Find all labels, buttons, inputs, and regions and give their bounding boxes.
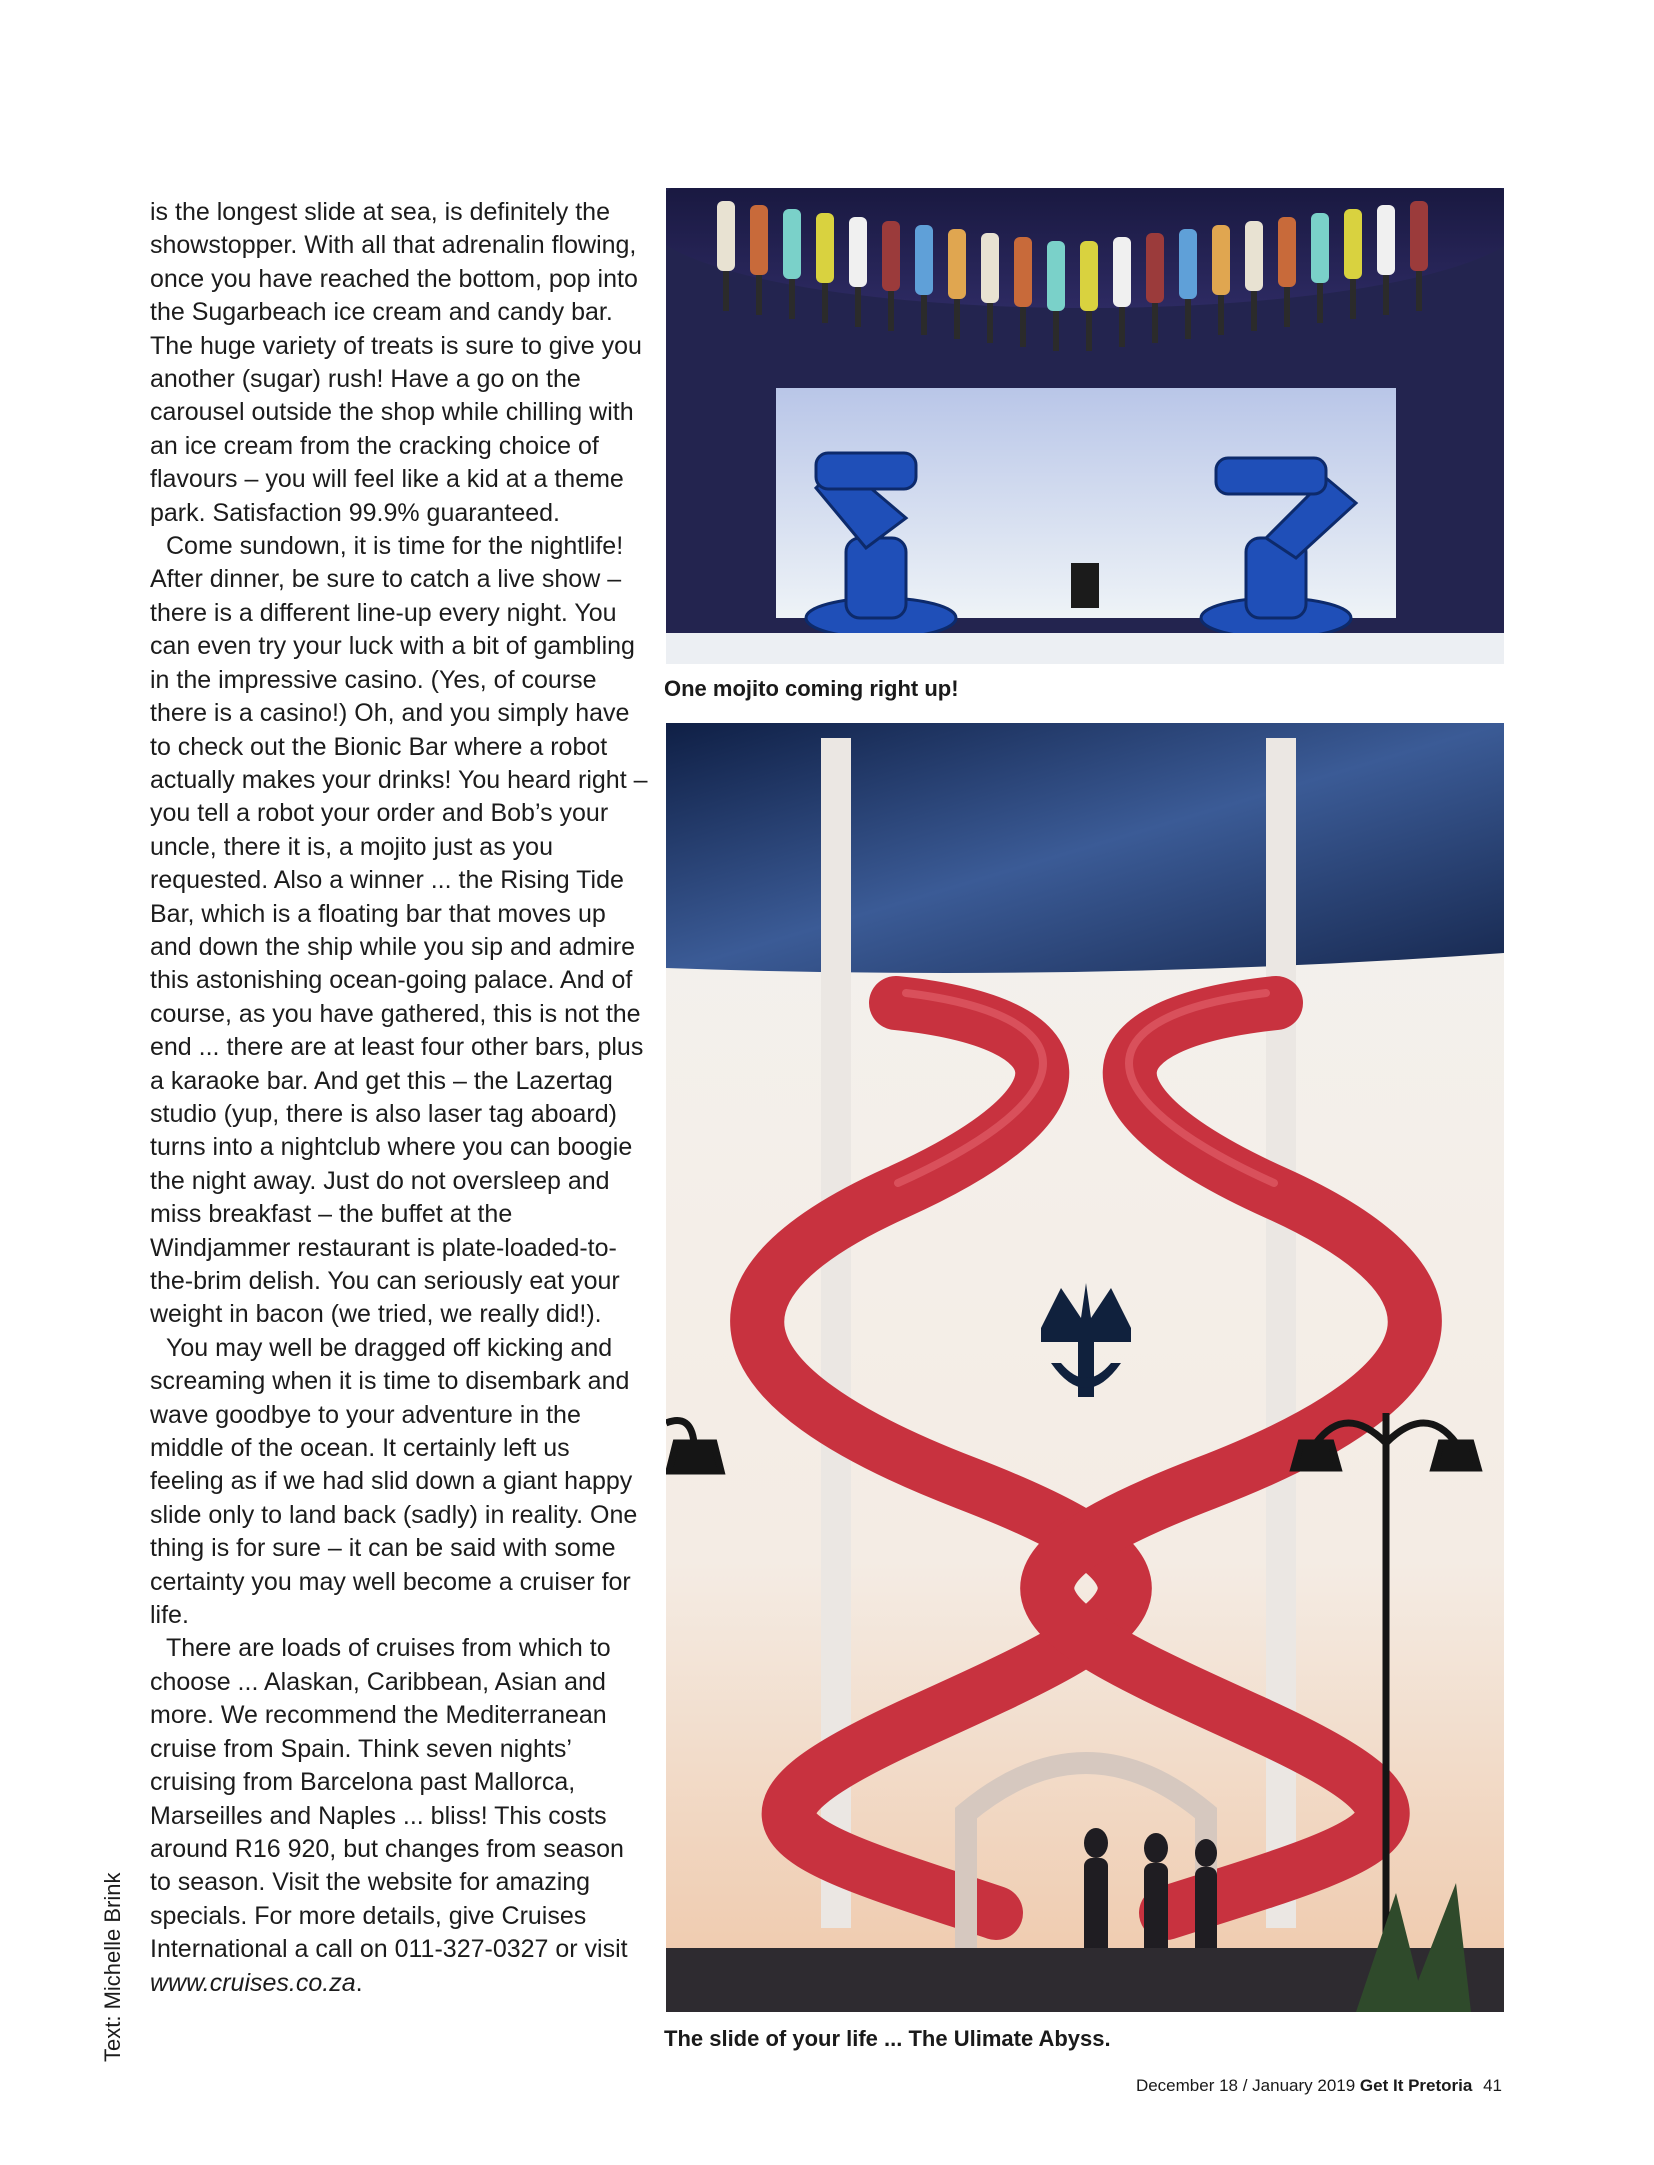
slide-illustration bbox=[666, 723, 1504, 2012]
bottle-spout bbox=[1317, 283, 1323, 323]
bar-counter bbox=[666, 633, 1504, 664]
photo-caption-slide: The slide of your life ... The Ulimate Abyss. bbox=[664, 2026, 1111, 2051]
bottle-spout bbox=[756, 275, 762, 315]
article-paragraph: You may well be dragged off kicking and screaming when it is time to disembark and wave goodbye to your adventure in the middle of the ocean. It certainly left us feeling as if we had slid down a giant happy slide only to land back (sadly) in reality. One thing is for sure – it can be said with some certainty you may well become a cruiser for life. bbox=[150, 1333, 638, 1630]
bottle-spout bbox=[822, 283, 828, 323]
liquor-bottle bbox=[1179, 229, 1197, 299]
photo-caption-bar: One mojito coming right up! bbox=[664, 676, 959, 701]
liquor-bottle bbox=[1410, 201, 1428, 271]
bionic-bar-photo bbox=[666, 188, 1504, 664]
bottle-spout bbox=[1218, 295, 1224, 335]
liquor-bottle bbox=[750, 205, 768, 275]
jellyfish-canopy bbox=[666, 723, 1504, 973]
bottle-spout bbox=[723, 271, 729, 311]
bottle-spout bbox=[1020, 307, 1026, 347]
bottle-spout bbox=[789, 279, 795, 319]
liquor-bottle bbox=[981, 233, 999, 303]
issue-date: December 18 / January 2019 bbox=[1135, 2076, 1356, 2095]
page-number: 41 bbox=[1483, 2076, 1502, 2095]
article-paragraph: Come sundown, it is time for the nightlife! After dinner, be sure to catch a live show – there is a different line-up every night. You can even try your luck with a bit of gambling in the impressive casino. (Yes, of course there is a casino!) Oh, and you simply have to check out the Bionic Bar where a robot actually makes your drinks! You heard right – you tell a robot your order and Bob’s your uncle, there it is, a mojito just as you requested. Also a winner ... the Rising Tide Bar, which is a floating bar that moves up and down the ship while you sip and admire this astonishing ocean-going palace. And of course, as you have gathered, this is not the end ... there are at least four other bars, plus a karaoke bar. And get this – the Lazertag studio (yup, there is also laser tag aboard) turns into a nightclub where you can boogie the night away. Just do not oversleep and miss breakfast – the buffet at the Windjammer restaurant is plate-loaded-to-the-brim delish. You can seriously eat your weight in bacon (we tried, we really did!). bbox=[150, 532, 648, 1329]
magazine-name: Get It Pretoria bbox=[1359, 2076, 1473, 2095]
liquor-bottle bbox=[915, 225, 933, 295]
liquor-bottle bbox=[1245, 221, 1263, 291]
liquor-bottle bbox=[717, 201, 735, 271]
liquor-bottle bbox=[1212, 225, 1230, 295]
bottle-spout bbox=[1416, 271, 1422, 311]
bottle-spout bbox=[1251, 291, 1257, 331]
article-paragraph-text: There are loads of cruises from which to choose ... Alaskan, Caribbean, Asian and more. We recommend the Mediterranean cruise from Spain. Think seven nights’ cruising from Barcelona past Mallorca, Marseilles and Naples ... bliss! This costs around R16 920, but changes from season to season. Visit the website for amazing specials. For more details, give Cruises International a call on 011-327-0327 or visit bbox=[150, 1634, 628, 1964]
people-silhouettes bbox=[1084, 1828, 1217, 1958]
liquor-bottle bbox=[1278, 217, 1296, 287]
liquor-bottle bbox=[816, 213, 834, 283]
liquor-bottle bbox=[882, 221, 900, 291]
bottle-spout bbox=[888, 291, 894, 331]
bottle-spout bbox=[1053, 311, 1059, 351]
bottle-spout bbox=[921, 295, 927, 335]
bottle-spout bbox=[987, 303, 993, 343]
article-paragraph: is the longest slide at sea, is definitely the showstopper. With all that adrenalin flowing, once you have reached the bottom, pop into the Sugarbeach ice cream and candy bar. The huge variety of treats is sure to give you another (sugar) rush! Have a go on the carousel outside the shop while chilling with an ice cream from the cracking choice of flavours – you will feel like a kid at a theme park. Satisfaction 99.9% guaranteed. bbox=[150, 198, 642, 527]
liquor-bottle bbox=[783, 209, 801, 279]
bottle-spout bbox=[1086, 311, 1092, 351]
liquor-bottle bbox=[1113, 237, 1131, 307]
page-footer bbox=[1136, 2076, 1502, 2096]
link-suffix: . bbox=[355, 1968, 363, 1997]
liquor-bottle bbox=[1311, 213, 1329, 283]
bar-dispenser bbox=[1071, 563, 1099, 608]
bottle-spout bbox=[1350, 279, 1356, 319]
liquor-bottle bbox=[1377, 205, 1395, 275]
bottle-spout bbox=[954, 299, 960, 339]
bottle-spout bbox=[1185, 299, 1191, 339]
article-paragraph bbox=[150, 1632, 650, 1999]
bottle-spout bbox=[1383, 275, 1389, 315]
bottle-spout bbox=[1152, 303, 1158, 343]
bionic-bar-illustration bbox=[666, 188, 1504, 664]
bottle-spout bbox=[855, 287, 861, 327]
bottle-spout bbox=[1284, 287, 1290, 327]
liquor-bottle bbox=[1344, 209, 1362, 279]
website-link[interactable]: www.cruises.co.za bbox=[150, 1968, 356, 1997]
author-credit: Text: Michelle Brink bbox=[100, 1872, 125, 2062]
article-body bbox=[150, 196, 650, 2000]
liquor-bottle bbox=[1146, 233, 1164, 303]
liquor-bottle bbox=[849, 217, 867, 287]
liquor-bottle bbox=[948, 229, 966, 299]
liquor-bottle bbox=[1080, 241, 1098, 311]
ultimate-abyss-photo bbox=[666, 723, 1504, 2012]
bottle-spout bbox=[1119, 307, 1125, 347]
liquor-bottle bbox=[1047, 241, 1065, 311]
liquor-bottle bbox=[1014, 237, 1032, 307]
